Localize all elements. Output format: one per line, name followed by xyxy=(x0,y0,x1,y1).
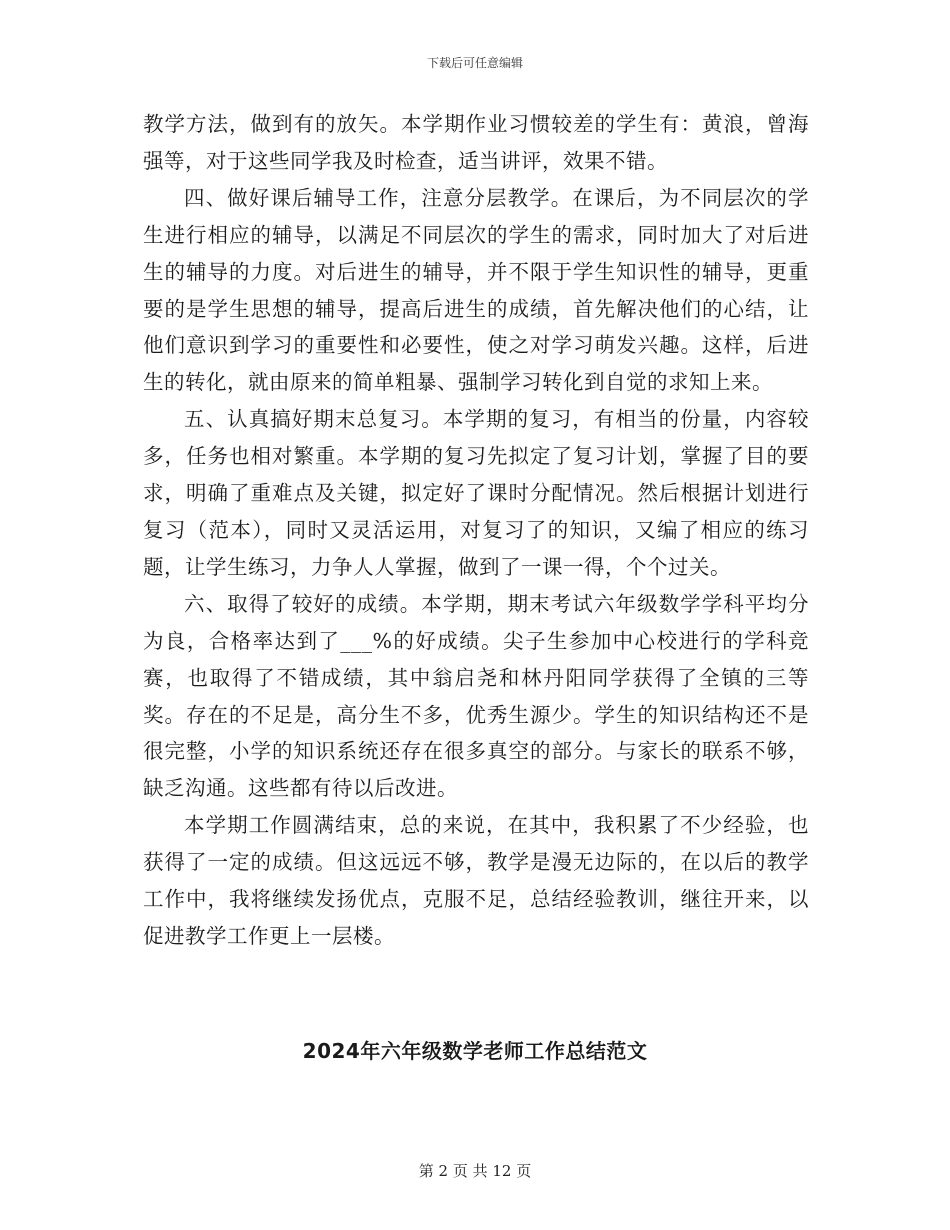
paragraph-section-6: 六、取得了较好的成绩。本学期，期末考试六年级数学学科平均分为良，合格率达到了___%的好成绩。尖子生参加中心校进行的学科竞赛，也取得了不错成绩，其中翁启尧和林丹阳同学获得了全镇的三等奖。存在的不足是，高分生不多，优秀生源少。学生的知识结构还不是很完整，小学的知识系统还存在很多真空的部分。与家长的联系不够，缺乏沟通。这些都有待以后改进。 xyxy=(143,591,809,801)
document-body xyxy=(143,106,809,955)
page-number: 第 2 页 共 12 页 xyxy=(418,1162,532,1180)
paragraph-conclusion: 本学期工作圆满结束，总的来说，在其中，我积累了不少经验，也获得了一定的成绩。但这远远不够，教学是漫无边际的，在以后的教学工作中，我将继续发扬优点，克服不足，总结经验教训，继往开来，以促进教学工作更上一层楼。 xyxy=(143,813,809,948)
paragraph-section-4: 四、做好课后辅导工作，注意分层教学。在课后，为不同层次的学生进行相应的辅导，以满足不同层次的学生的需求，同时加大了对后进生的辅导的力度。对后进生的辅导，并不限于学生知识性的辅导，更重要的是学生思想的辅导，提高后进生的成绩，首先解决他们的心结，让他们意识到学习的重要性和必要性，使之对学习萌发兴趣。这样，后进生的转化，就由原来的简单粗暴、强制学习转化到自觉的求知上来。 xyxy=(143,185,809,395)
section-title: 2024年六年级数学老师工作总结范文 xyxy=(302,1039,648,1063)
paragraph-section-5: 五、认真搞好期末总复习。本学期的复习，有相当的份量，内容较多，任务也相对繁重。本学期的复习先拟定了复习计划，掌握了目的要求，明确了重难点及关键，拟定好了课时分配情况。然后根据计划进行复习（范本），同时又灵活运用，对复习了的知识，又编了相应的练习题，让学生练习，力争人人掌握，做到了一课一得，个个过关。 xyxy=(143,407,809,579)
paragraph-continuation: 教学方法，做到有的放矢。本学期作业习惯较差的学生有：黄浪，曾海强等，对于这些同学我及时检查，适当讲评，效果不错。 xyxy=(143,112,809,173)
page-header: 下载后可任意编辑 xyxy=(426,56,523,70)
